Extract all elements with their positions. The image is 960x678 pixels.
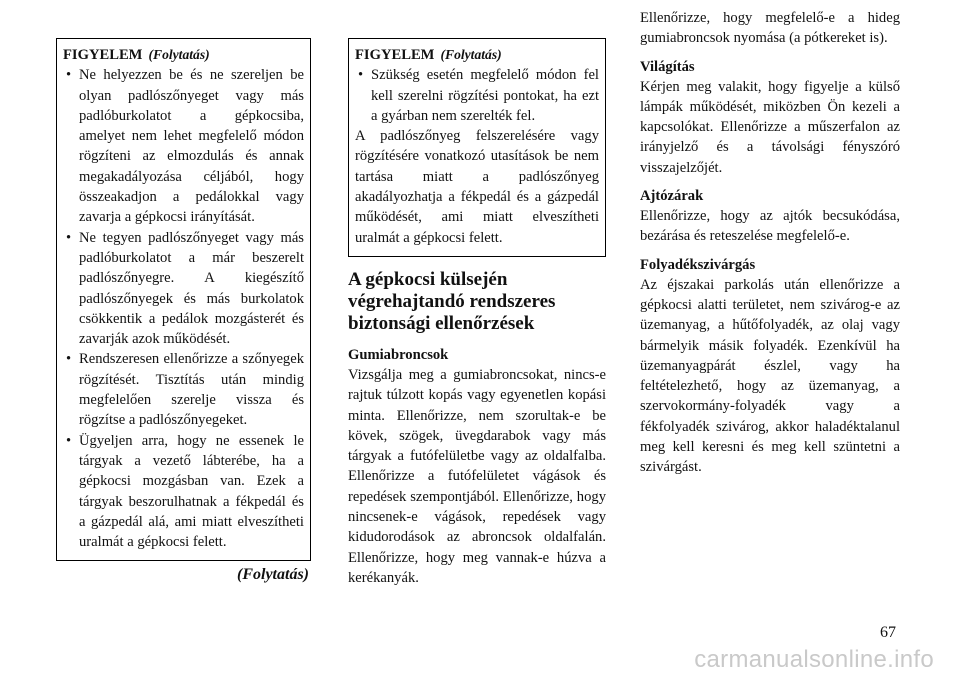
section-leaks — [640, 255, 900, 478]
lights-text: Kérjen meg valakit, hogy figyelje a külső lámpák működését, miközben Ön kezeli a kapcsolókat. Ellenőrizze a műszerfalon az irányjelző és a távolsági fényszóró visszajelzőjét. — [640, 78, 900, 176]
warning-continued-label: (Folytatás) — [440, 47, 502, 62]
leaks-title: Folyadékszivárgás — [640, 256, 756, 273]
warning-continued-label: (Folytatás) — [148, 47, 210, 62]
lights-title: Világítás — [640, 58, 695, 75]
warning-list — [63, 65, 304, 552]
watermark: carmanualsonline.info — [694, 646, 934, 673]
warning-title — [355, 45, 599, 65]
warning-label: FIGYELEM — [63, 47, 143, 63]
column-3 — [640, 8, 900, 486]
warning-title — [63, 45, 304, 65]
column-2 — [348, 38, 606, 596]
warning-bullet: • Szükség esetén megfelelő módon fel kell szerelni rögzítési pontokat, ha ezt a gyárban nem szerelték fel. — [355, 65, 599, 126]
warning-bullet: • Ne helyezzen be és ne szereljen be olyan padlószőnyeget vagy más padlóburkolatot a gépkocsiba, amelyet nem lehet megfelelő módon rögzíteni az elmozdulás és annak megakadályozása céljából, hogy összeakadjon a pedálokkal vagy zavarja a gépkocsi irányítását. — [63, 65, 304, 227]
leaks-text: Az éjszakai parkolás után ellenőrizze a gépkocsi alatti területet, nem szivárog-e az üzemanyag, a hűtőfolyadék, az olaj vagy bármelyik másik folyadék. Ezenkívül ha üzemanyagpárát észlel, vagy ha feltételezhető, hogy az üzemanyag, a szervokormány-folyadék vagy a fékfolyadék szivárog, akkor haladéktalanul meg kell keresni és meg kell szüntetni a szivárgást. — [640, 276, 900, 476]
continued-note: (Folytatás) — [237, 566, 309, 584]
latches-title: Ajtózárak — [640, 188, 704, 205]
tires-continued-text: Ellenőrizze, hogy megfelelő-e a hideg gumiabroncsok nyomása (a pótkereket is). — [640, 10, 900, 47]
section-latches — [640, 186, 900, 247]
section-lights — [640, 57, 900, 178]
section-tires — [348, 345, 606, 588]
warning-bullet: • Ne tegyen padlószőnyeget vagy más padlóburkolatot a már beszerelt padlószőnyegre. A kiegészítő padlószőnyegek és más burkolatok csökkentik a pedálok mozgásterét és zavarják azok működését. — [63, 228, 304, 350]
warning-list — [355, 65, 599, 126]
column-1 — [56, 38, 311, 586]
section-tires-continued — [640, 8, 900, 49]
warning-box-1 — [56, 38, 311, 561]
section-heading: A gépkocsi külsején végrehajtandó rendszeres biztonsági ellenőrzések — [348, 268, 556, 334]
warning-box-2 — [348, 38, 606, 257]
warning-label: FIGYELEM — [355, 47, 435, 63]
page-number: 67 — [880, 624, 896, 641]
latches-text: Ellenőrizze, hogy az ajtók becsukódása, bezárása és reteszelése megfelelő-e. — [640, 208, 900, 245]
tires-text: Vizsgálja meg a gumiabroncsokat, nincs-e rajtuk túlzott kopás vagy egyenetlen kopási minta. Ellenőrizze, nem szorultak-e be kövek, szögek, üvegdarabok vagy más tárgyak a futófelületbe vagy az oldalfalba. Ellenőrizze a futófelületet vágások és repedések szempontjából. Ellenőrizze, hogy nincsenek-e vágások, repedések vagy kidudorodások az abroncsok oldalfalán. Ellenőrizze, hogy meg vannak-e húzva a kerékanyák. — [348, 366, 606, 586]
warning-bullet: • Rendszeresen ellenőrizze a szőnyegek rögzítését. Tisztítás után mindig megfelelően szerelje vissza és rögzítse a padlószőnyegeket. — [63, 349, 304, 430]
tires-title: Gumiabroncsok — [348, 346, 449, 363]
warning-bullet: • Ügyeljen arra, hogy ne essenek le tárgyak a vezető lábterébe, ha a gépkocsi mozgásban van. Ezek a tárgyak beszorulhatnak a fékpedál és a gázpedál alá, ami miatt elveszítheti uralmát a gépkocsi felett. — [63, 431, 304, 553]
warning-paragraph: A padlószőnyeg felszerelésére vagy rögzítésére vonatkozó utasítások be nem tartása miatt a padlószőnyeg akadályozhatja a fékpedál és a gázpedál működését, ami miatt elveszítheti uralmát a gépkocsi felett. — [355, 128, 599, 246]
